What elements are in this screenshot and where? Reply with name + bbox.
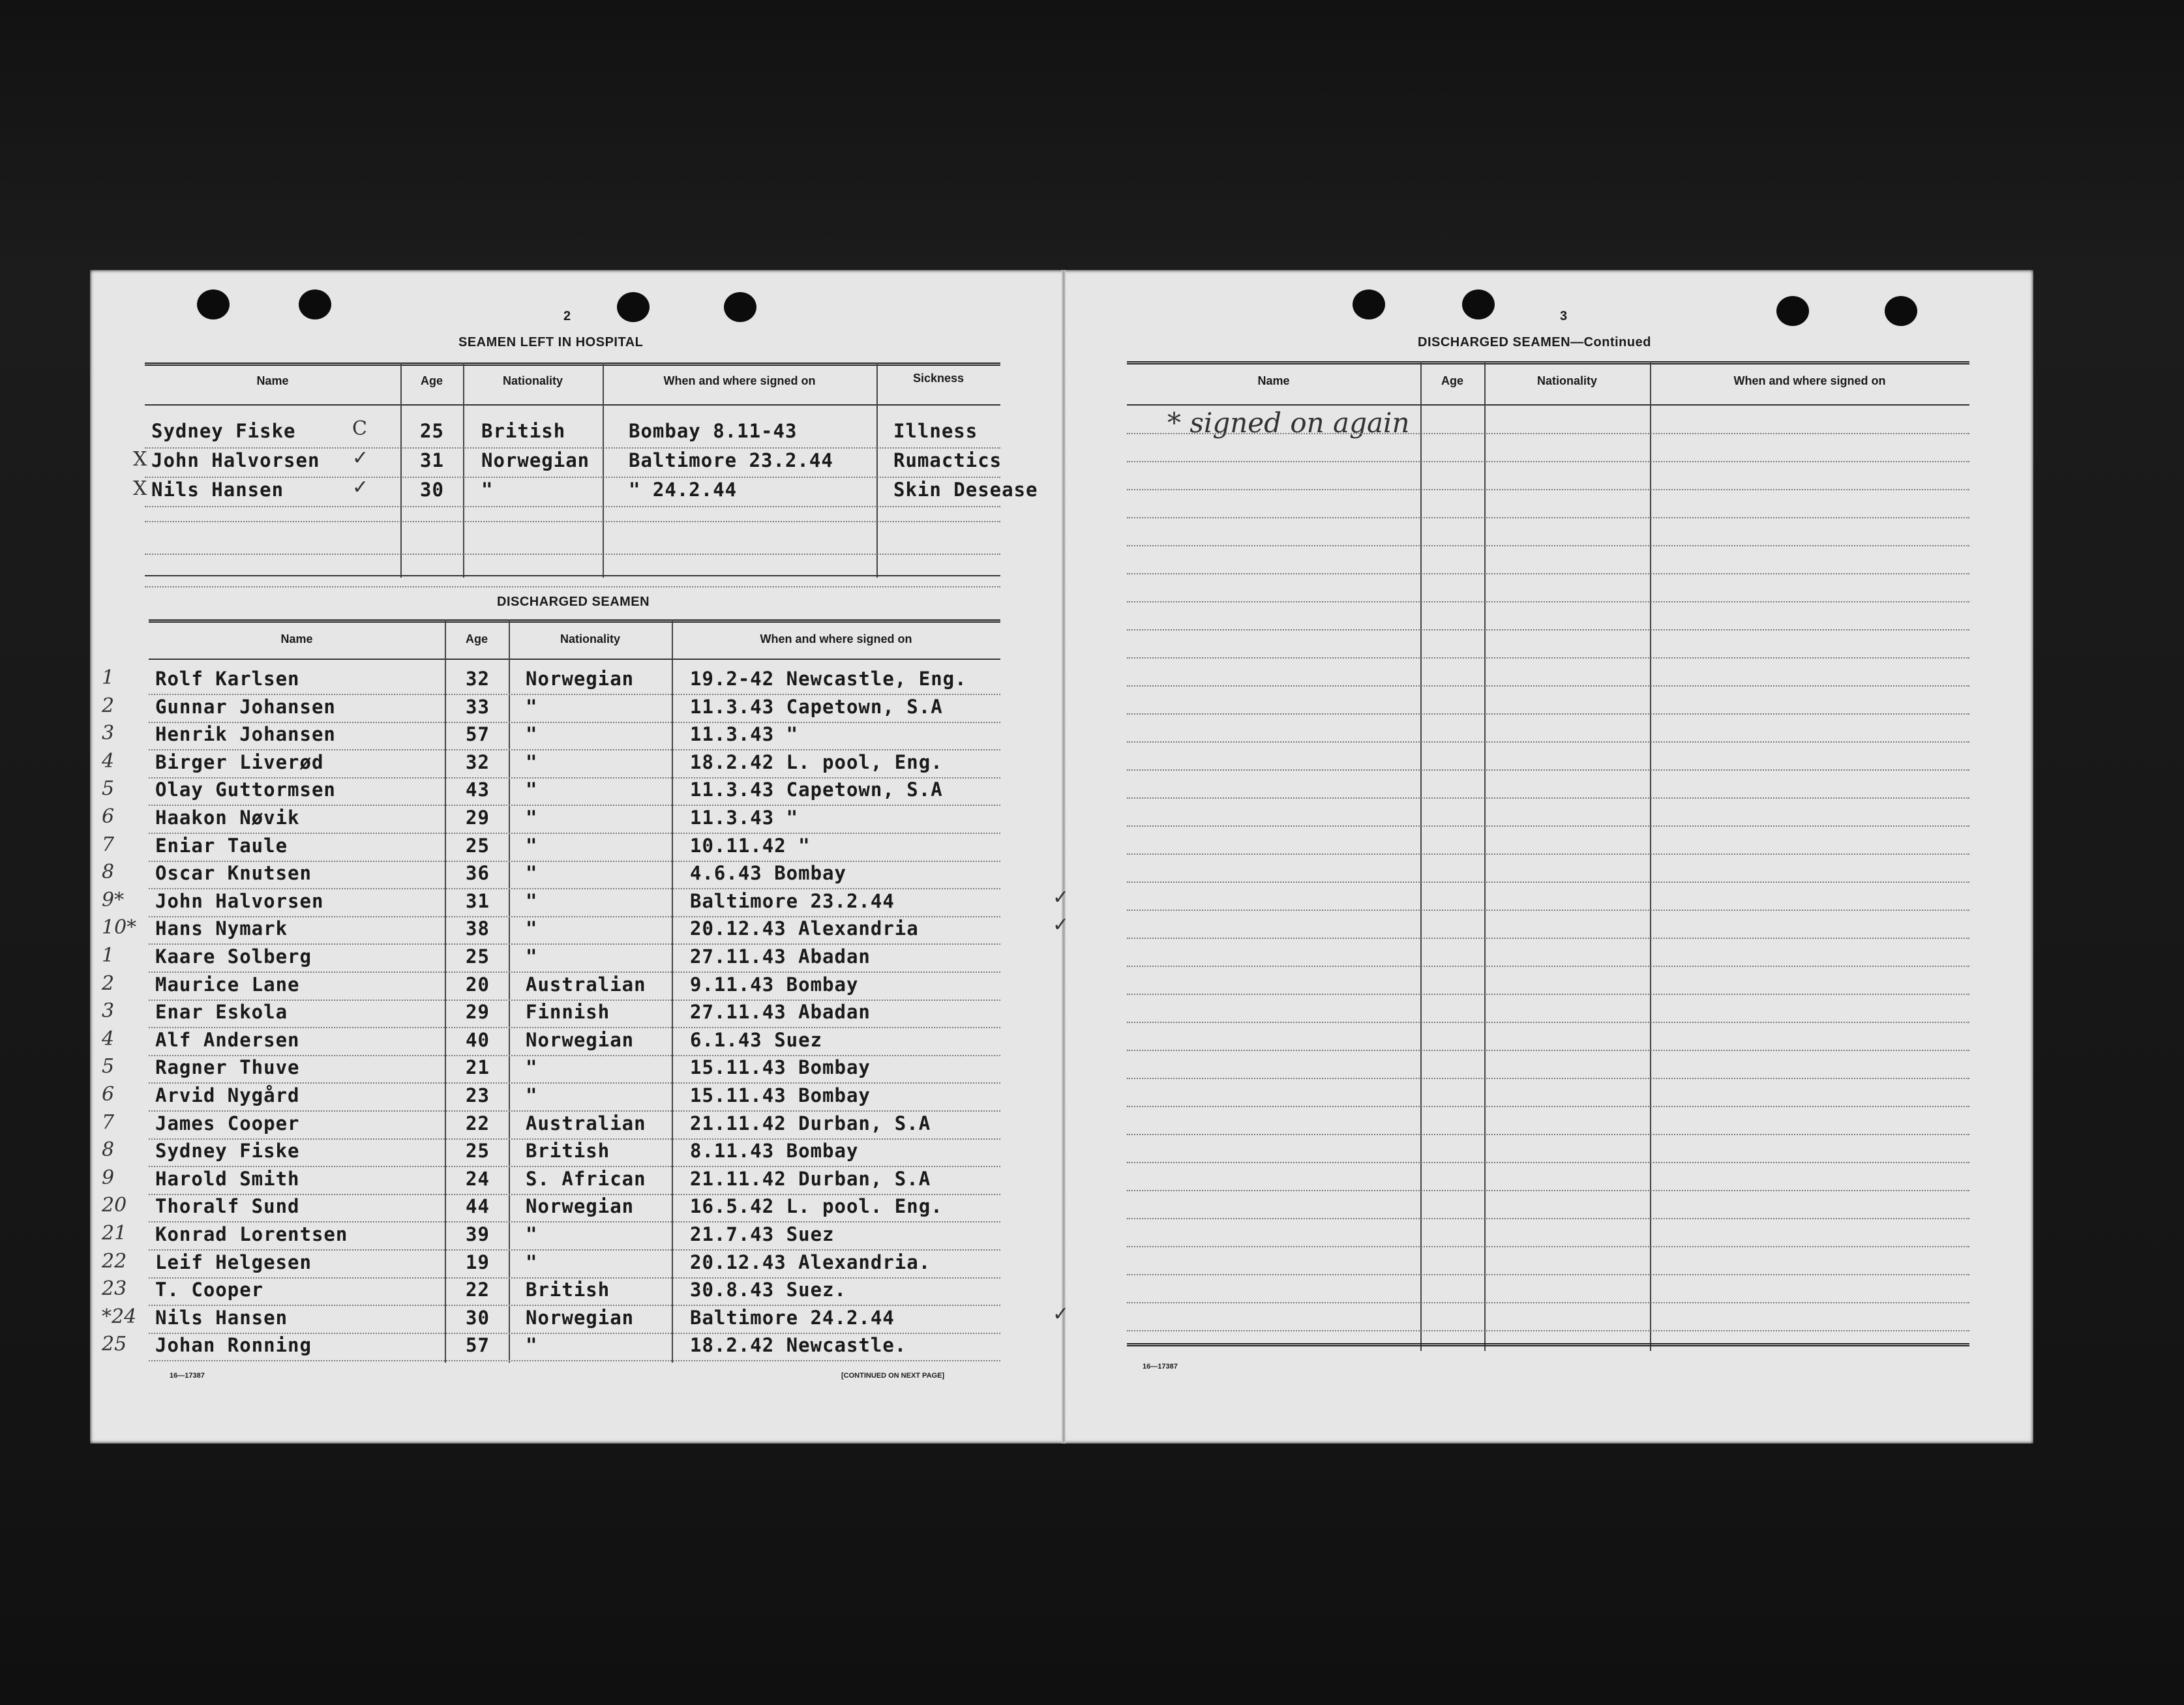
- punch-hole: [1776, 296, 1809, 326]
- row-number: 2: [102, 971, 115, 995]
- row-rule: [1127, 1106, 1969, 1107]
- check-mark: ✓: [1053, 913, 1070, 937]
- seaman-name: Olay Guttormsen: [155, 778, 336, 801]
- row-rule: [145, 554, 1000, 555]
- row-rule: [145, 477, 1000, 478]
- strike-mark: X: [133, 448, 147, 471]
- seaman-age: 29: [466, 1001, 490, 1024]
- discharged-continued-table: [1127, 361, 1969, 1359]
- seaman-age: 38: [466, 917, 490, 940]
- seaman-age: 31: [466, 889, 490, 912]
- row-number: 1: [102, 944, 115, 967]
- seaman-age: 43: [466, 778, 490, 801]
- row-number: 5: [102, 1055, 115, 1078]
- seaman-name: Henrik Johansen: [155, 723, 336, 746]
- seaman-age: 25: [466, 1140, 490, 1163]
- check-mark: C: [352, 417, 367, 440]
- seaman-age: 57: [466, 723, 490, 746]
- row-number: 21: [102, 1222, 127, 1245]
- seaman-nationality: ": [526, 750, 538, 773]
- row-number: 1: [102, 666, 115, 689]
- seaman-age: 33: [466, 695, 490, 718]
- row-rule: [1127, 769, 1969, 771]
- check-mark: ✓: [1053, 1302, 1070, 1326]
- seaman-nationality: ": [526, 778, 538, 801]
- page-fold: [1062, 270, 1066, 1444]
- seaman-name: Oscar Knutsen: [155, 862, 312, 885]
- row-number: 3: [102, 1000, 115, 1023]
- row-rule: [1127, 1302, 1969, 1303]
- signed-on: Baltimore 23.2.44: [629, 449, 833, 471]
- seaman-nationality: ": [481, 479, 494, 501]
- seaman-name: Harold Smith: [155, 1167, 300, 1190]
- signed-on: 18.2.42 Newcastle.: [690, 1334, 907, 1357]
- seaman-nationality: Norwegian: [526, 668, 635, 690]
- right-section-title: DISCHARGED SEAMEN—Continued: [1418, 335, 1651, 349]
- row-rule: [1127, 882, 1969, 883]
- check-mark: ✓: [352, 476, 369, 499]
- seaman-nationality: ": [526, 945, 538, 968]
- discharged-section-title: DISCHARGED SEAMEN: [497, 595, 650, 609]
- seaman-age: 21: [466, 1056, 490, 1079]
- hospital-section-title: SEAMEN LEFT IN HOSPITAL: [458, 335, 644, 349]
- row-rule: [1127, 489, 1969, 490]
- row-rule: [145, 447, 1000, 449]
- seaman-name: Nils Hansen: [151, 479, 284, 501]
- strike-mark: X: [133, 477, 147, 500]
- row-rule: [1127, 741, 1969, 743]
- seaman-nationality: British: [481, 420, 566, 442]
- seaman-age: 25: [420, 420, 444, 442]
- signed-on: Baltimore 23.2.44: [690, 889, 895, 912]
- seaman-name: James Cooper: [155, 1112, 300, 1134]
- signed-on: 21.7.43 Suez: [690, 1223, 835, 1245]
- punch-hole: [724, 292, 756, 322]
- row-rule: [1127, 1078, 1969, 1079]
- signed-on: 19.2-42 Newcastle, Eng.: [690, 668, 967, 690]
- row-number: 3: [102, 722, 115, 745]
- row-number: *24: [102, 1305, 137, 1328]
- seaman-name: Rolf Karlsen: [155, 668, 300, 690]
- row-rule: [1127, 1050, 1969, 1051]
- col-header-age: Age: [465, 632, 488, 645]
- col-header-signed: When and where signed on: [1733, 374, 1886, 387]
- row-rule: [1127, 713, 1969, 715]
- signed-on: 30.8.43 Suez.: [690, 1279, 846, 1301]
- seaman-age: 32: [466, 668, 490, 690]
- punch-hole: [1353, 289, 1385, 319]
- seaman-name: Thoralf Sund: [155, 1195, 300, 1218]
- col-header-name: Name: [256, 374, 289, 387]
- row-number: 7: [102, 1110, 115, 1134]
- right-form-number: 16—17387: [1143, 1363, 1178, 1371]
- row-number: 20: [102, 1194, 127, 1217]
- left-form-number: 16—17387: [170, 1372, 205, 1380]
- signed-on: " 24.2.44: [629, 479, 738, 501]
- col-header-nationality: Nationality: [1536, 374, 1597, 387]
- row-rule: [1127, 966, 1969, 967]
- seaman-nationality: ": [526, 889, 538, 912]
- signed-on: 4.6.43 Bombay: [690, 862, 846, 885]
- col-header-signed: When and where signed on: [663, 374, 816, 387]
- seaman-age: 36: [466, 862, 490, 885]
- seaman-name: Alf Andersen: [155, 1028, 300, 1051]
- row-rule: [1127, 1330, 1969, 1331]
- seaman-name: Leif Helgesen: [155, 1251, 312, 1273]
- seaman-age: 24: [466, 1167, 490, 1190]
- seaman-nationality: Norwegian: [526, 1195, 635, 1218]
- seaman-name: Enar Eskola: [155, 1001, 288, 1024]
- row-rule: [1127, 797, 1969, 799]
- seaman-nationality: ": [526, 723, 538, 746]
- row-rule: [1127, 1190, 1969, 1191]
- signed-on: 10.11.42 ": [690, 834, 811, 857]
- col-header-name: Name: [280, 632, 313, 645]
- seaman-age: 31: [420, 449, 444, 471]
- punch-hole: [617, 292, 650, 322]
- seaman-nationality: ": [526, 1223, 538, 1245]
- row-number: 4: [102, 749, 115, 773]
- signed-on: Bombay 8.11-43: [629, 420, 798, 442]
- row-rule: [145, 586, 1000, 587]
- seaman-nationality: ": [526, 917, 538, 940]
- seaman-name: Johan Ronning: [155, 1334, 312, 1357]
- right-page-number: 3: [1560, 309, 1568, 323]
- seaman-nationality: ": [526, 862, 538, 885]
- row-rule: [1127, 517, 1969, 518]
- seaman-nationality: Australian: [526, 973, 646, 996]
- seaman-age: 39: [466, 1223, 490, 1245]
- row-number: 8: [102, 1138, 115, 1162]
- punch-hole: [1885, 296, 1917, 326]
- row-number: 7: [102, 833, 115, 856]
- signed-on: 11.3.43 ": [690, 807, 799, 829]
- row-rule: [1127, 657, 1969, 659]
- seaman-name: Gunnar Johansen: [155, 695, 336, 718]
- seaman-age: 30: [466, 1306, 490, 1329]
- row-rule: [1127, 685, 1969, 687]
- row-number: 10*: [102, 916, 137, 940]
- signed-on: 20.12.43 Alexandria.: [690, 1251, 931, 1273]
- seaman-age: 29: [466, 807, 490, 829]
- row-number: 6: [102, 1083, 115, 1106]
- row-rule: [1127, 1162, 1969, 1163]
- signed-on: 15.11.43 Bombay: [690, 1056, 871, 1079]
- col-header-nationality: Nationality: [560, 632, 620, 645]
- signed-on: 21.11.42 Durban, S.A: [690, 1112, 931, 1134]
- seaman-nationality: ": [526, 695, 538, 718]
- seaman-name: T. Cooper: [155, 1279, 264, 1301]
- seaman-nationality: S. African: [526, 1167, 646, 1190]
- row-rule: [1127, 1022, 1969, 1023]
- discharged-table: [102, 619, 1070, 1363]
- row-rule: [1127, 1134, 1969, 1135]
- row-rule: [1127, 545, 1969, 546]
- row-rule: [1127, 994, 1969, 995]
- seaman-nationality: ": [526, 1084, 538, 1106]
- signed-on: 9.11.43 Bombay: [690, 973, 859, 996]
- seaman-age: 57: [466, 1334, 490, 1357]
- seaman-name: Haakon Nøvik: [155, 807, 300, 829]
- signed-on: 15.11.43 Bombay: [690, 1084, 871, 1106]
- seaman-age: 22: [466, 1112, 490, 1134]
- seaman-age: 40: [466, 1028, 490, 1051]
- row-rule: [1127, 573, 1969, 574]
- row-number: 25: [102, 1333, 127, 1356]
- row-number: 22: [102, 1249, 127, 1273]
- seaman-name: Nils Hansen: [155, 1306, 288, 1329]
- seaman-age: 25: [466, 945, 490, 968]
- seaman-age: 22: [466, 1279, 490, 1301]
- check-mark: ✓: [352, 447, 369, 469]
- row-number: 4: [102, 1027, 115, 1050]
- signed-on: 11.3.43 Capetown, S.A: [690, 695, 943, 718]
- signed-on: 16.5.42 L. pool. Eng.: [690, 1195, 943, 1218]
- handwritten-note: * signed on again: [1167, 407, 1410, 439]
- row-rule: [1127, 938, 1969, 939]
- signed-on: 27.11.43 Abadan: [690, 945, 871, 968]
- row-rule: [1127, 1246, 1969, 1247]
- seaman-name: Kaare Solberg: [155, 945, 312, 968]
- row-number: 5: [102, 777, 115, 801]
- punch-hole: [1462, 289, 1495, 319]
- row-number: 8: [102, 861, 115, 884]
- seaman-age: 25: [466, 834, 490, 857]
- row-rule: [1127, 825, 1969, 827]
- col-header-name: Name: [1257, 374, 1290, 387]
- punch-hole: [299, 289, 331, 319]
- seaman-nationality: Norwegian: [481, 449, 590, 471]
- seaman-nationality: ": [526, 1334, 538, 1357]
- sickness: Rumactics: [893, 449, 1002, 471]
- seaman-name: Ragner Thuve: [155, 1056, 300, 1079]
- seaman-age: 20: [466, 973, 490, 996]
- row-rule: [1127, 461, 1969, 462]
- seaman-nationality: British: [526, 1279, 610, 1301]
- seaman-name: Hans Nymark: [155, 917, 288, 940]
- seaman-nationality: ": [526, 807, 538, 829]
- seaman-age: 19: [466, 1251, 490, 1273]
- signed-on: 11.3.43 Capetown, S.A: [690, 778, 943, 801]
- seaman-nationality: Australian: [526, 1112, 646, 1134]
- row-rule: [1127, 601, 1969, 602]
- signed-on: 6.1.43 Suez: [690, 1028, 823, 1051]
- sickness: Skin Desease: [893, 479, 1038, 501]
- seaman-name: Sydney Fiske: [151, 420, 296, 442]
- seaman-name: Birger Liverød: [155, 750, 324, 773]
- seaman-age: 44: [466, 1195, 490, 1218]
- seaman-age: 23: [466, 1084, 490, 1106]
- hospital-table: [133, 363, 1038, 578]
- row-number: 23: [102, 1277, 127, 1301]
- row-rule: [1127, 1274, 1969, 1275]
- row-number: 9: [102, 1166, 115, 1189]
- punch-hole: [197, 289, 230, 319]
- signed-on: Baltimore 24.2.44: [690, 1306, 895, 1329]
- col-header-age: Age: [420, 374, 443, 387]
- col-header-age: Age: [1441, 374, 1463, 387]
- signed-on: 18.2.42 L. pool, Eng.: [690, 750, 943, 773]
- row-rule: [1127, 853, 1969, 855]
- seaman-nationality: ": [526, 1251, 538, 1273]
- row-rule: [145, 506, 1000, 507]
- seaman-name: Sydney Fiske: [155, 1140, 300, 1163]
- signed-on: 11.3.43 ": [690, 723, 799, 746]
- row-rule: [149, 1360, 1000, 1361]
- signed-on: 8.11.43 Bombay: [690, 1140, 859, 1163]
- signed-on: 27.11.43 Abadan: [690, 1001, 871, 1024]
- row-rule: [145, 521, 1000, 522]
- col-header-signed: When and where signed on: [760, 632, 912, 645]
- seaman-name: Maurice Lane: [155, 973, 300, 996]
- seaman-name: John Halvorsen: [155, 889, 324, 912]
- seaman-age: 32: [466, 750, 490, 773]
- row-rule: [1127, 433, 1969, 434]
- col-header-sickness: Sickness: [912, 372, 965, 385]
- row-number: 9*: [102, 888, 125, 912]
- check-mark: ✓: [1053, 885, 1070, 909]
- row-rule: [1127, 1218, 1969, 1219]
- seaman-nationality: Norwegian: [526, 1306, 635, 1329]
- document-sheet: [90, 270, 2033, 1444]
- seaman-nationality: ": [526, 834, 538, 857]
- seaman-name: John Halvorsen: [151, 449, 320, 471]
- seaman-nationality: Norwegian: [526, 1028, 635, 1051]
- row-number: 2: [102, 694, 115, 717]
- seaman-nationality: Finnish: [526, 1001, 610, 1024]
- seaman-nationality: ": [526, 1056, 538, 1079]
- seaman-name: Konrad Lorentsen: [155, 1223, 348, 1245]
- table-bottom-rule: [1127, 1343, 1969, 1346]
- row-number: 6: [102, 805, 115, 828]
- seaman-age: 30: [420, 479, 444, 501]
- seaman-nationality: British: [526, 1140, 610, 1163]
- seaman-name: Eniar Taule: [155, 834, 288, 857]
- left-page-number: 2: [563, 309, 571, 323]
- continued-note: [CONTINUED ON NEXT PAGE]: [841, 1372, 945, 1380]
- signed-on: 20.12.43 Alexandria: [690, 917, 919, 940]
- row-rule: [1127, 910, 1969, 911]
- row-rule: [1127, 629, 1969, 630]
- signed-on: 21.11.42 Durban, S.A: [690, 1167, 931, 1190]
- col-header-nationality: Nationality: [502, 374, 563, 387]
- seaman-name: Arvid Nygård: [155, 1084, 300, 1106]
- sickness: Illness: [893, 420, 978, 442]
